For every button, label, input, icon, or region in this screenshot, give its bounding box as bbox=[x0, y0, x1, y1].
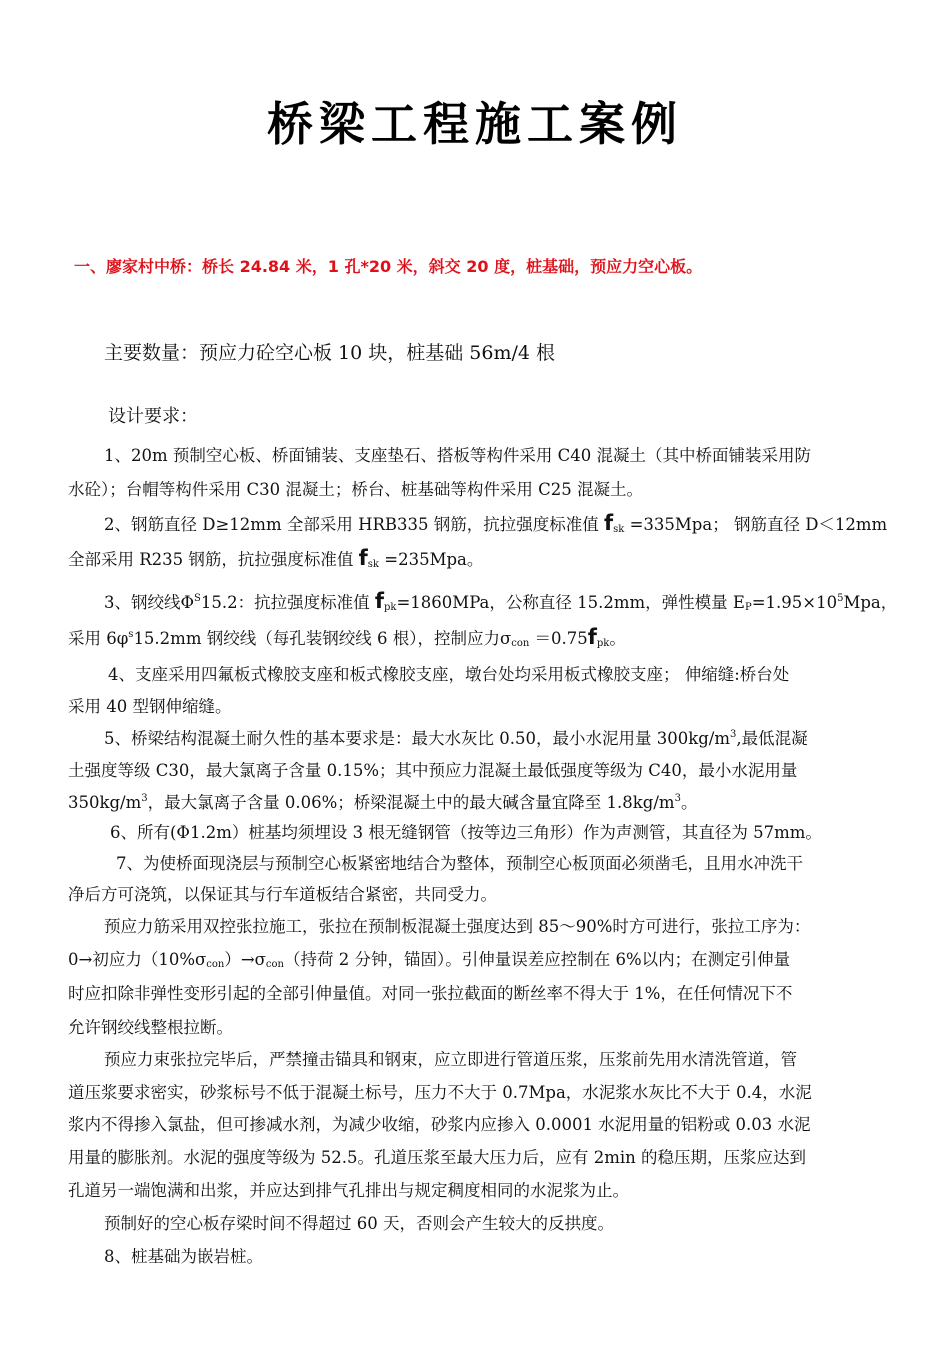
item-2-text-c: 全部采用 R235 钢筋，抗拉强度标准值 bbox=[68, 550, 359, 569]
item-3-text-f: 采用 6φ bbox=[68, 629, 129, 648]
superscript-s: s bbox=[128, 629, 134, 640]
item-2-text-b: =335Mpa； 钢筋直径 D＜12mm bbox=[624, 515, 888, 534]
f-symbol: f bbox=[587, 625, 597, 649]
tension-text-c: （持荷 2 分钟，锚固）。引伸量误差应控制在 6%以内；在测定引伸量 bbox=[283, 950, 791, 969]
superscript-3: 3 bbox=[141, 793, 148, 804]
superscript-s: S bbox=[194, 593, 201, 604]
design-requirements-heading: 设计要求： bbox=[108, 406, 198, 427]
item-3-text-b: 15.2：抗拉强度标准值 bbox=[200, 593, 375, 612]
subscript-con: con bbox=[511, 638, 530, 649]
item-3-text-e: Mpa， bbox=[843, 593, 898, 612]
superscript-3: 3 bbox=[730, 729, 737, 740]
grouting-paragraph-line-1: 预应力束张拉完毕后，严禁撞击锚具和钢束，应立即进行管道压浆，压浆前先用水清洗管道，管 bbox=[104, 1050, 797, 1069]
item-5-text-d: ，最大氯离子含量 0.06%；桥梁混凝土中的最大碱含量宜降至 1.8kg/m bbox=[147, 793, 675, 812]
item-5-line-1 bbox=[104, 725, 808, 749]
item-5-text-e: 。 bbox=[680, 793, 698, 812]
item-2-line-1 bbox=[104, 511, 887, 535]
tension-paragraph-line-3: 时应扣除非弹性变形引起的全部引伸量值。对同一张拉截面的断丝率不得大于 1%，在任何情况下不 bbox=[68, 984, 793, 1003]
tension-text-a: 0→初应力（10%σ bbox=[68, 950, 207, 969]
item-2-text-a: 2、钢筋直径 D≥12mm 全部采用 HRB335 钢筋，抗拉强度标准值 bbox=[104, 515, 604, 534]
tension-paragraph-line-2 bbox=[68, 946, 790, 970]
f-symbol: f bbox=[374, 589, 385, 613]
subscript-p: P bbox=[744, 602, 752, 613]
item-5-text-c: 350kg/m bbox=[68, 793, 142, 812]
item-7-line-2: 净后方可浇筑，以保证其与行车道板结合紧密，共同受力。 bbox=[68, 885, 497, 904]
f-symbol: f bbox=[358, 546, 368, 570]
item-4-line-1: 4、支座采用四氟板式橡胶支座和板式橡胶支座，墩台处均采用板式橡胶支座； 伸缩缝:桥台处 bbox=[108, 665, 790, 684]
item-5-text-b: ,最低混凝 bbox=[736, 729, 808, 748]
item-3-line-1 bbox=[104, 589, 897, 613]
item-4-line-2: 采用 40 型钢伸缩缝。 bbox=[68, 697, 232, 716]
subscript-con: con bbox=[206, 959, 225, 970]
item-1-line-1: 1、20m 预制空心板、桥面铺装、支座垫石、搭板等构件采用 C40 混凝土（其中桥面铺装采用防 bbox=[104, 446, 811, 465]
item-6: 6、所有(Φ1.2m）桩基均须埋设 3 根无缝钢管（按等边三角形）作为声测管，其直径为 57mm。 bbox=[110, 823, 822, 842]
item-3-text-c: =1860MPa，公称直径 15.2mm，弹性模量 E bbox=[396, 593, 745, 612]
item-3-text-d: =1.95×10 bbox=[751, 593, 838, 612]
item-8: 8、桩基础为嵌岩桩。 bbox=[104, 1247, 263, 1266]
superscript-3: 3 bbox=[674, 793, 681, 804]
grouting-paragraph-line-2: 道压浆要求密实，砂浆标号不低于混凝土标号，压力不大于 0.7Mpa，水泥浆水灰比不大于 0.4，水泥 bbox=[68, 1083, 812, 1102]
item-3-text-g: 15.2mm 钢绞线（每孔装钢绞线 6 根），控制应力σ bbox=[133, 629, 512, 648]
item-7-line-1: 7、为使桥面现浇层与预制空心板紧密地结合为整体，预制空心板顶面必须凿毛，且用水冲洗干 bbox=[116, 854, 803, 873]
subscript-con: con bbox=[265, 959, 284, 970]
grouting-paragraph-line-3: 浆内不得掺入氯盐，但可掺减水剂，为减少收缩，砂浆内应掺入 0.0001 水泥用量的铝粉或 0.03 水泥 bbox=[68, 1115, 811, 1134]
main-quantity: 主要数量：预应力砼空心板 10 块，桩基础 56m/4 根 bbox=[104, 342, 556, 364]
item-2-line-2 bbox=[68, 546, 483, 570]
grouting-paragraph-line-5: 孔道另一端饱满和出浆，并应达到排气孔排出与规定稠度相同的水泥浆为止。 bbox=[68, 1181, 629, 1200]
item-3-text-h: ＝0.75 bbox=[529, 629, 588, 648]
grouting-paragraph-line-4: 用量的膨胀剂。水泥的强度等级为 52.5。孔道压浆至最大压力后，应有 2min 的稳压期，压浆应达到 bbox=[68, 1148, 807, 1167]
item-3-text-i: 。 bbox=[609, 629, 626, 648]
item-2-text-d: =235Mpa。 bbox=[379, 550, 484, 569]
f-symbol: f bbox=[604, 511, 614, 535]
tension-paragraph-line-4: 允许钢绞线整根拉断。 bbox=[68, 1018, 233, 1037]
tension-paragraph-line-1: 预应力筋采用双控张拉施工，张拉在预制板混凝土强度达到 85～90%时方可进行，张拉工序为： bbox=[104, 917, 811, 936]
document-title: 桥梁工程施工案例 bbox=[267, 97, 683, 151]
storage-paragraph: 预制好的空心板存梁时间不得超过 60 天，否则会产生较大的反拱度。 bbox=[104, 1214, 614, 1233]
item-5-line-3 bbox=[68, 789, 697, 813]
subscript-pk: pk bbox=[596, 638, 610, 649]
item-5-text-a: 5、桥梁结构混凝土耐久性的基本要求是：最大水灰比 0.50，最小水泥用量 300kg/m bbox=[104, 729, 730, 748]
item-3-line-2 bbox=[68, 625, 626, 649]
subscript-pk: pk bbox=[384, 602, 397, 613]
bridge-heading: 一、廖家村中桥：桥长 24.84 米，1 孔*20 米，斜交 20 度，桩基础，预应力空心板。 bbox=[74, 257, 703, 276]
subscript-sk: sk bbox=[613, 524, 625, 535]
item-1-line-2: 水砼）；台帽等构件采用 C30 混凝土；桥台、桩基础等构件采用 C25 混凝土。 bbox=[68, 480, 643, 499]
item-3-text-a: 3、钢绞线Φ bbox=[104, 593, 195, 612]
item-5-line-2: 土强度等级 C30，最大氯离子含量 0.15%；其中预应力混凝土最低强度等级为 C40，最小水泥用量 bbox=[68, 761, 798, 780]
superscript-5: 5 bbox=[837, 593, 844, 604]
subscript-sk: sk bbox=[367, 559, 379, 570]
tension-text-b: ）→σ bbox=[224, 950, 266, 969]
